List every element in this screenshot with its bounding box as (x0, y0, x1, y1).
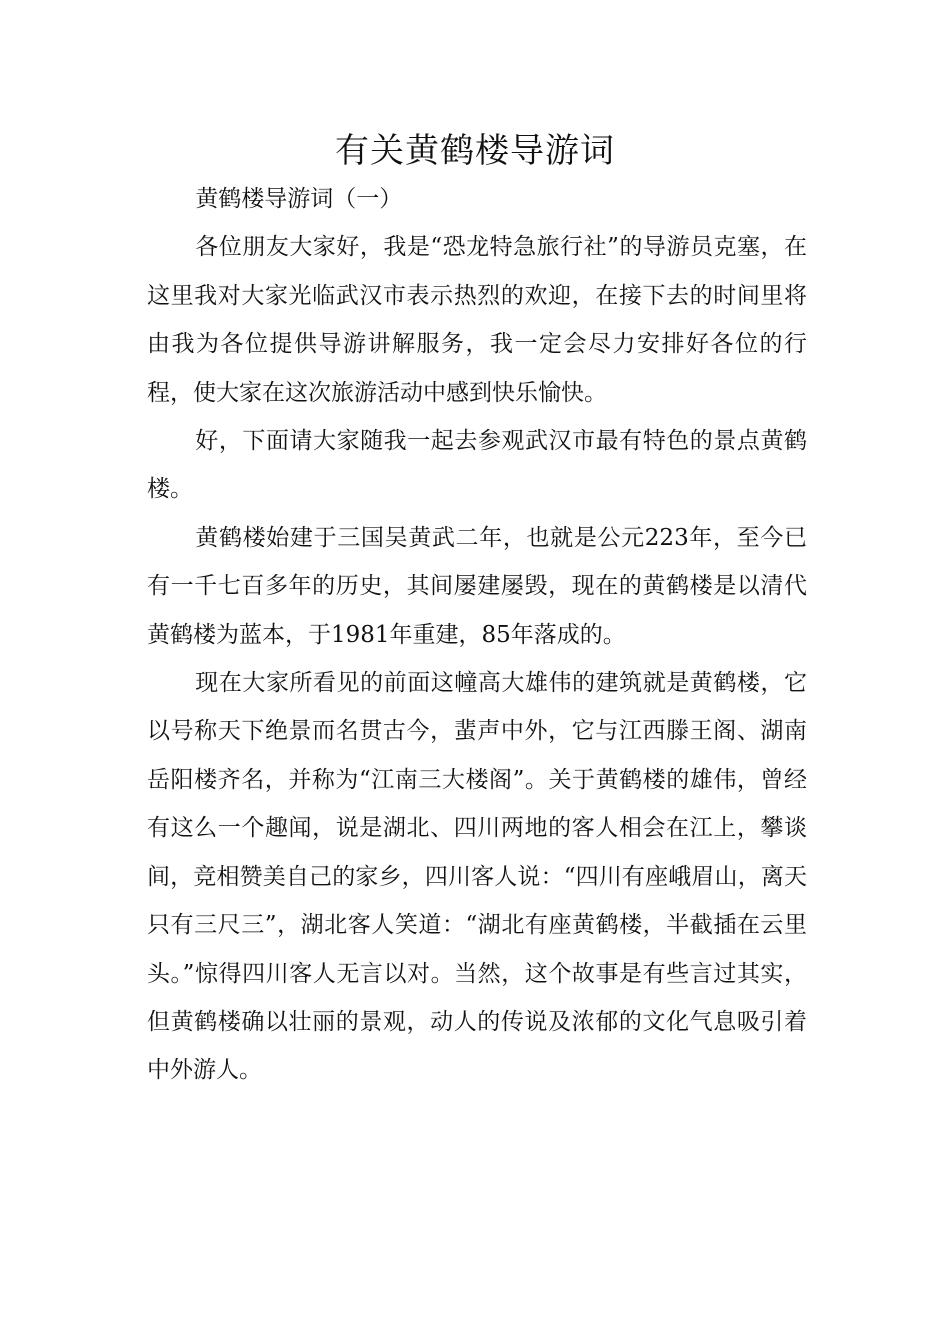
paragraph-welcome: 各位朋友大家好，我是“恐龙特急旅行社”的导游员克塞，在这里我对大家光临武汉市表示热烈的欢迎，在接下去的时间里将由我为各位提供导游讲解服务，我一定会尽力安排好各位的行程，使大家在这次旅游活动中感到快乐愉快。 (147, 234, 807, 406)
paragraph-intro: 好，下面请大家随我一起去参观武汉市最有特色的景点黄鹤楼。 (147, 428, 807, 503)
section-heading: 黄鹤楼导游词（一） (195, 186, 403, 212)
document-body (147, 175, 807, 1095)
paragraph-history: 黄鹤楼始建于三国吴黄武二年，也就是公元223年，至今已有一千七百多年的历史，其间屡建屡毁，现在的黄鹤楼是以清代黄鹤楼为蓝本，于1981年重建，85年落成的。 (147, 524, 807, 648)
document-title: 有关黄鹤楼导游词 (335, 131, 615, 171)
paragraph-description: 现在大家所看见的前面这幢高大雄伟的建筑就是黄鹤楼，它以号称天下绝景而名贯古今，蜚声中外，它与江西滕王阁、湖南岳阳楼齐名，并称为“江南三大楼阁”。关于黄鹤楼的雄伟，曾经有这么一个趣闻，说是湖北、四川两地的客人相会在江上，攀谈间，竞相赞美自己的家乡，四川客人说：“四川有座峨眉山，离天只有三尺三”，湖北客人笑道：“湖北有座黄鹤楼，半截插在云里头。”惊得四川客人无言以对。当然，这个故事是有些言过其实，但黄鹤楼确以壮丽的景观，动人的传说及浓郁的文化气息吸引着中外游人。 (147, 670, 807, 1084)
